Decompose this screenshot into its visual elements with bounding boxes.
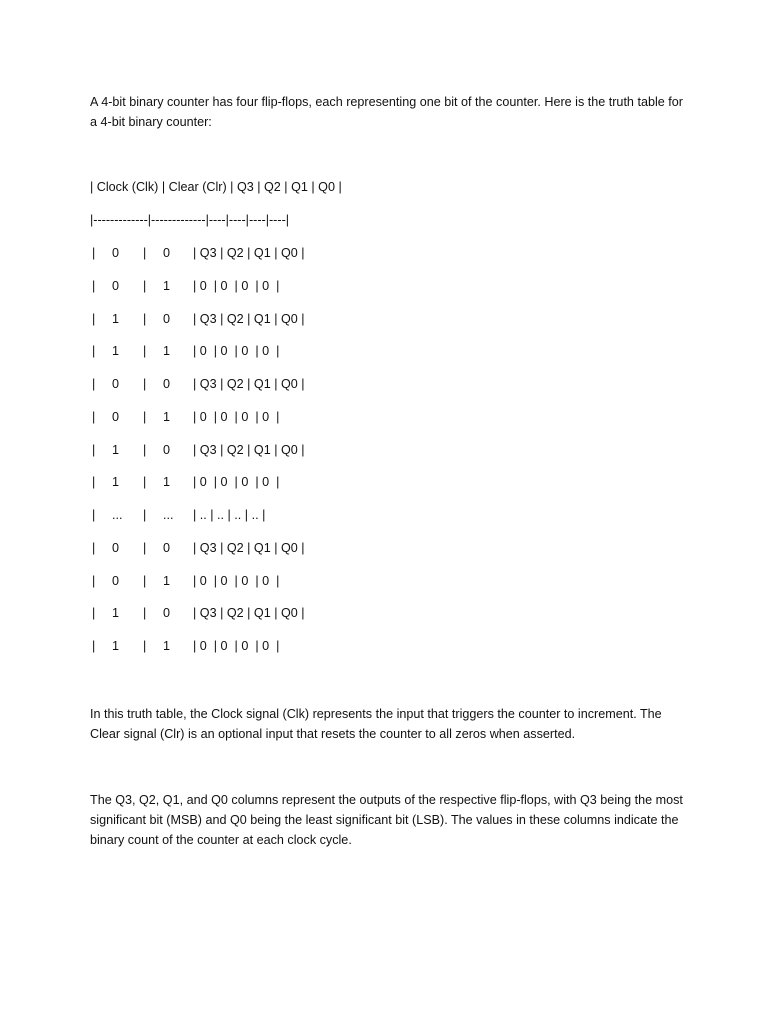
row-clock-value: 0 xyxy=(112,409,120,424)
row-clock-value: 1 xyxy=(112,475,120,490)
row-left-border: | xyxy=(92,573,96,588)
output-columns-paragraph: The Q3, Q2, Q1, and Q0 columns represent the outputs of the respective flip-flops, with Q3 being the most significant bit (MSB) and Q0 being the least significant bit (LSB). The values in these columns indicate the binary count of the counter at each clock cycle. xyxy=(90,793,687,847)
row-output-values: | 0 | 0 | 0 | 0 | xyxy=(193,639,280,653)
intro-paragraph: A 4-bit binary counter has four flip-flops, each representing one bit of the counter. Here is the truth table for a 4-bit binary counter: xyxy=(90,95,687,129)
row-output-values: | Q3 | Q2 | Q1 | Q0 | xyxy=(193,442,305,457)
row-left-border: | xyxy=(92,409,96,424)
table-row xyxy=(90,636,490,656)
row-clear-value: 0 xyxy=(163,540,171,555)
row-output-values: | .. | .. | .. | .. | xyxy=(193,508,266,522)
row-column-divider: | xyxy=(143,409,147,424)
row-clear-value: 1 xyxy=(163,639,171,653)
row-left-border: | xyxy=(92,278,96,293)
row-output-values: | 0 | 0 | 0 | 0 | xyxy=(193,278,280,293)
row-clear-value: 0 xyxy=(163,442,171,457)
row-column-divider: | xyxy=(143,344,147,359)
table-row xyxy=(90,505,490,525)
row-output-values: | 0 | 0 | 0 | 0 | xyxy=(193,344,280,359)
row-column-divider: | xyxy=(143,278,147,293)
row-clock-value: 1 xyxy=(112,311,120,326)
row-column-divider: | xyxy=(143,639,147,653)
table-row xyxy=(90,374,490,394)
table-row xyxy=(90,440,490,460)
row-left-border: | xyxy=(92,311,96,326)
row-clock-value: 0 xyxy=(112,540,120,555)
table-row xyxy=(90,603,490,623)
row-output-values: | Q3 | Q2 | Q1 | Q0 | xyxy=(193,606,305,621)
table-header-line: | Clock (Clk) | Clear (Clr) | Q3 | Q2 | Q1 | Q0 | xyxy=(90,180,342,194)
row-clock-value: 1 xyxy=(112,344,120,359)
table-row xyxy=(90,243,490,263)
row-clock-value: 0 xyxy=(112,573,120,588)
row-output-values: | 0 | 0 | 0 | 0 | xyxy=(193,409,280,424)
row-output-values: | Q3 | Q2 | Q1 | Q0 | xyxy=(193,311,305,326)
row-column-divider: | xyxy=(143,508,147,522)
row-left-border: | xyxy=(92,606,96,621)
row-output-values: | Q3 | Q2 | Q1 | Q0 | xyxy=(193,540,305,555)
row-clock-value: 1 xyxy=(112,606,120,621)
row-clock-value: ... xyxy=(112,508,123,522)
row-column-divider: | xyxy=(143,442,147,457)
row-left-border: | xyxy=(92,540,96,555)
row-left-border: | xyxy=(92,475,96,490)
row-left-border: | xyxy=(92,246,96,260)
row-left-border: | xyxy=(92,508,96,522)
row-column-divider: | xyxy=(143,606,147,621)
row-column-divider: | xyxy=(143,540,147,555)
row-clear-value: 0 xyxy=(163,311,171,326)
table-separator-line: |-------------|-------------|----|----|----|----| xyxy=(90,213,290,227)
row-clock-value: 1 xyxy=(112,639,120,653)
row-output-values: | Q3 | Q2 | Q1 | Q0 | xyxy=(193,377,305,391)
row-left-border: | xyxy=(92,639,96,653)
row-clock-value: 1 xyxy=(112,442,120,457)
row-clear-value: 1 xyxy=(163,344,171,359)
row-left-border: | xyxy=(92,377,96,391)
row-column-divider: | xyxy=(143,475,147,490)
row-clear-value: 0 xyxy=(163,606,171,621)
row-column-divider: | xyxy=(143,377,147,391)
table-row xyxy=(90,538,490,558)
row-clock-value: 0 xyxy=(112,377,120,391)
table-row xyxy=(90,276,490,296)
row-clock-value: 0 xyxy=(112,246,120,260)
row-output-values: | Q3 | Q2 | Q1 | Q0 | xyxy=(193,246,305,260)
table-row xyxy=(90,571,490,591)
row-output-values: | 0 | 0 | 0 | 0 | xyxy=(193,475,280,490)
row-clear-value: 1 xyxy=(163,278,171,293)
table-row xyxy=(90,472,490,492)
row-clear-value: 1 xyxy=(163,409,171,424)
row-column-divider: | xyxy=(143,246,147,260)
table-row xyxy=(90,341,490,361)
row-clear-value: 0 xyxy=(163,377,171,391)
row-clear-value: 1 xyxy=(163,573,171,588)
row-output-values: | 0 | 0 | 0 | 0 | xyxy=(193,573,280,588)
row-column-divider: | xyxy=(143,311,147,326)
table-row xyxy=(90,407,490,427)
table-row xyxy=(90,309,490,329)
row-clear-value: ... xyxy=(163,508,174,522)
row-column-divider: | xyxy=(143,573,147,588)
row-left-border: | xyxy=(92,344,96,359)
row-clear-value: 0 xyxy=(163,246,171,260)
row-clear-value: 1 xyxy=(163,475,171,490)
row-clock-value: 0 xyxy=(112,278,120,293)
clock-signal-paragraph: In this truth table, the Clock signal (Clk) represents the input that triggers the counter to increment. The Clear signal (Clr) is an optional input that resets the counter to all zeros when asserted. xyxy=(90,707,666,741)
row-left-border: | xyxy=(92,442,96,457)
